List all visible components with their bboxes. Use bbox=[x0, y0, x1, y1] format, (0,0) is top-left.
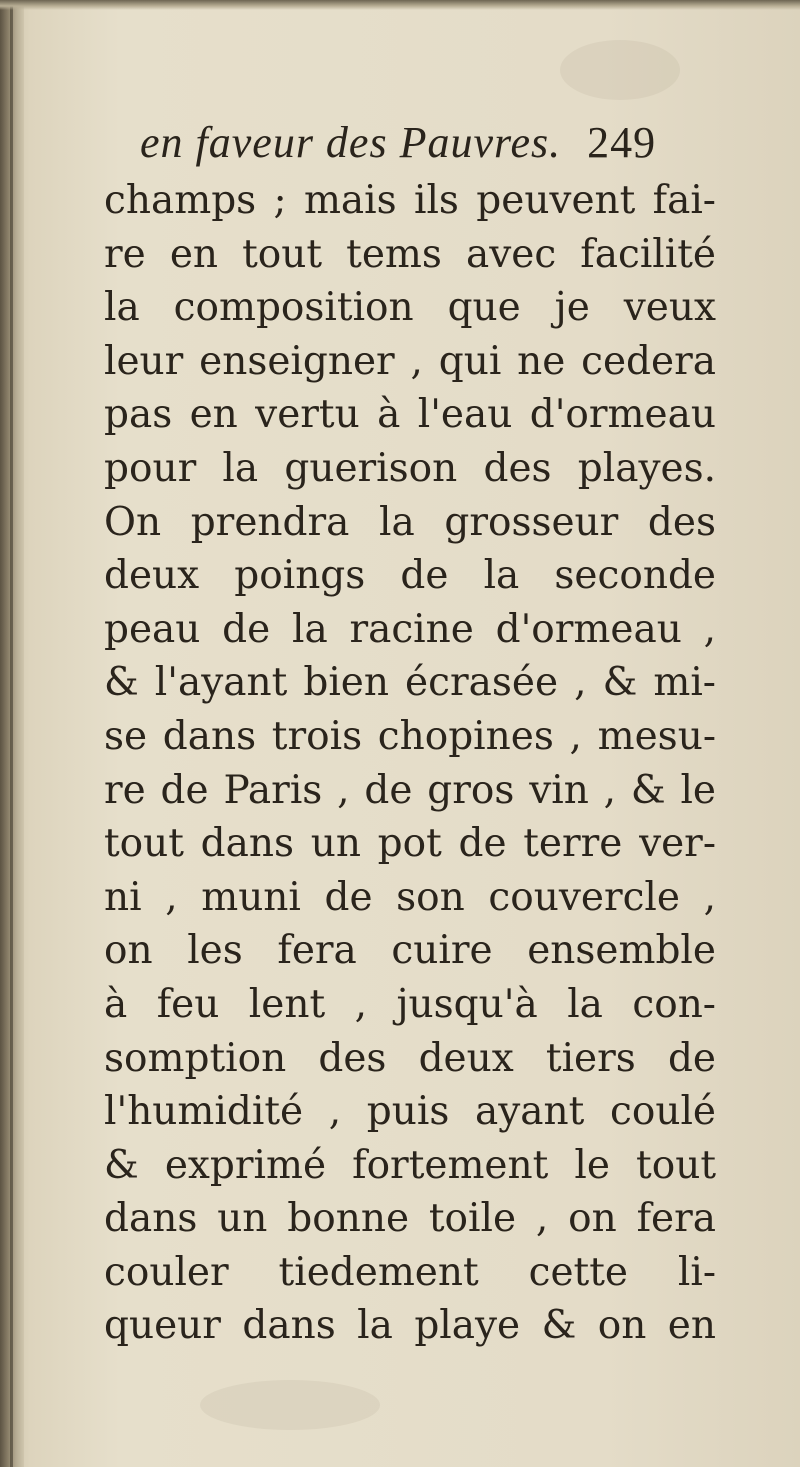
text-line: pour la guerison des playes. bbox=[104, 445, 716, 491]
text-line: couler tiedement cette li- bbox=[104, 1249, 716, 1295]
text-line: leur enseigner , qui ne cedera bbox=[104, 338, 716, 384]
text-line: deux poings de la seconde bbox=[104, 553, 716, 599]
text-line: dans un bonne toile , on fera bbox=[104, 1196, 716, 1242]
text-line: & exprimé fortement le tout bbox=[104, 1142, 716, 1188]
text-line: ni , muni de son couvercle , bbox=[104, 874, 716, 920]
binding-edge bbox=[10, 0, 13, 1467]
text-line: se dans trois chopines , mesu- bbox=[104, 713, 716, 759]
text-line: & l'ayant bien écrasée , & mi- bbox=[104, 660, 716, 706]
text-line: on les fera cuire ensemble bbox=[104, 928, 716, 974]
text-line: re en tout tems avec facilité bbox=[104, 231, 716, 277]
paper-stain bbox=[200, 1380, 380, 1430]
page-gutter bbox=[0, 0, 24, 1467]
text-line: On prendra la grosseur des bbox=[104, 499, 716, 545]
page-top-edge bbox=[0, 0, 800, 10]
page-text bbox=[104, 112, 744, 1353]
text-line: à feu lent , jusqu'à la con- bbox=[104, 981, 716, 1027]
text-line: tout dans un pot de terre ver- bbox=[104, 821, 716, 867]
text-line: re de Paris , de gros vin , & le bbox=[104, 767, 716, 813]
text-line: queur dans la playe & on en bbox=[104, 1303, 716, 1349]
text-line: l'humidité , puis ayant coulé bbox=[104, 1089, 716, 1135]
page-number: 249 bbox=[587, 118, 657, 167]
text-line: pas en vertu à l'eau d'ormeau bbox=[104, 392, 716, 438]
running-header bbox=[140, 112, 744, 174]
text-line: la composition que je veux bbox=[104, 285, 716, 331]
paper-stain bbox=[560, 40, 680, 100]
text-line: somption des deux tiers de bbox=[104, 1035, 716, 1081]
text-line: peau de la racine d'ormeau , bbox=[104, 606, 716, 652]
text-line: champs ; mais ils peuvent fai- bbox=[104, 178, 716, 223]
running-title: en faveur des Pauvres. bbox=[140, 118, 562, 167]
